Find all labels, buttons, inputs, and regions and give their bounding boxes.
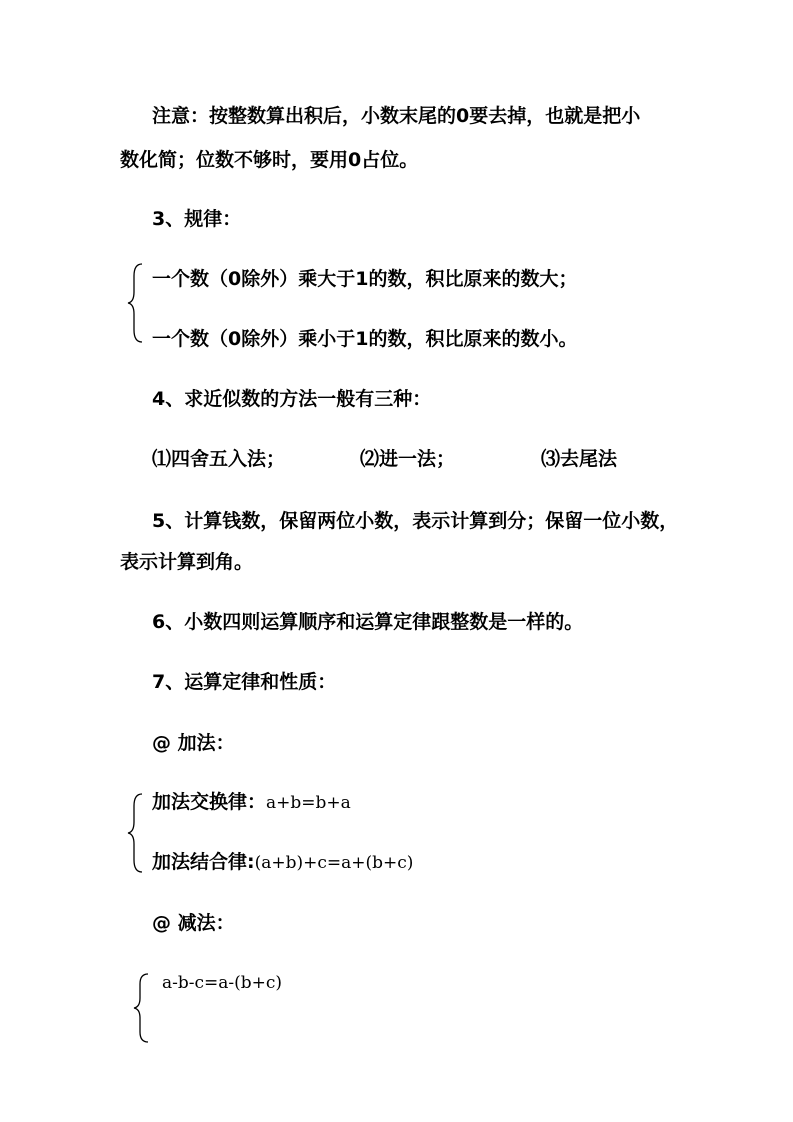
addition-commutative-formula: a+b=b+a — [266, 793, 351, 813]
rule7-title: 7、运算定律和性质： — [152, 671, 337, 693]
rule4-method-3: ⑶去尾法 — [541, 448, 618, 470]
addition-commutative-law — [152, 793, 351, 812]
addition-heading: @ 加法： — [152, 732, 235, 754]
note-line-1: 注意：按整数算出积后，小数末尾的0要去掉，也就是把小 — [152, 105, 641, 127]
rule3-item-2: 一个数（0除外）乘小于1的数，积比原来的数小。 — [152, 328, 578, 350]
rule3-title: 3、规律： — [152, 208, 242, 230]
subtraction-heading: @ 减法： — [152, 912, 235, 934]
addition-associative-law — [152, 853, 413, 872]
note-line-2: 数化简；位数不够时，要用0占位。 — [120, 149, 419, 171]
addition-brace — [126, 792, 146, 874]
rule5-line-2: 表示计算到角。 — [120, 551, 254, 573]
addition-associative-label: 加法结合律: — [152, 851, 255, 873]
subtraction-formula: a-b-c=a-(b+c) — [162, 973, 283, 993]
addition-associative-formula: (a+b)+c=a+(b+c) — [254, 853, 414, 873]
rule3-item-1: 一个数（0除外）乘大于1的数，积比原来的数大； — [152, 268, 578, 290]
rule6-text: 6、小数四则运算顺序和运算定律跟整数是一样的。 — [152, 611, 584, 633]
addition-commutative-label: 加法交换律： — [152, 791, 267, 813]
rule4-method-1: ⑴四舍五入法； — [152, 448, 286, 470]
rule3-brace — [126, 262, 146, 344]
rule4-title: 4、求近似数的方法一般有三种： — [152, 388, 432, 410]
subtraction-brace — [132, 972, 152, 1044]
rule5-line-1: 5、计算钱数，保留两位小数，表示计算到分；保留一位小数， — [152, 510, 679, 532]
rule4-method-2: ⑵进一法； — [360, 448, 456, 470]
